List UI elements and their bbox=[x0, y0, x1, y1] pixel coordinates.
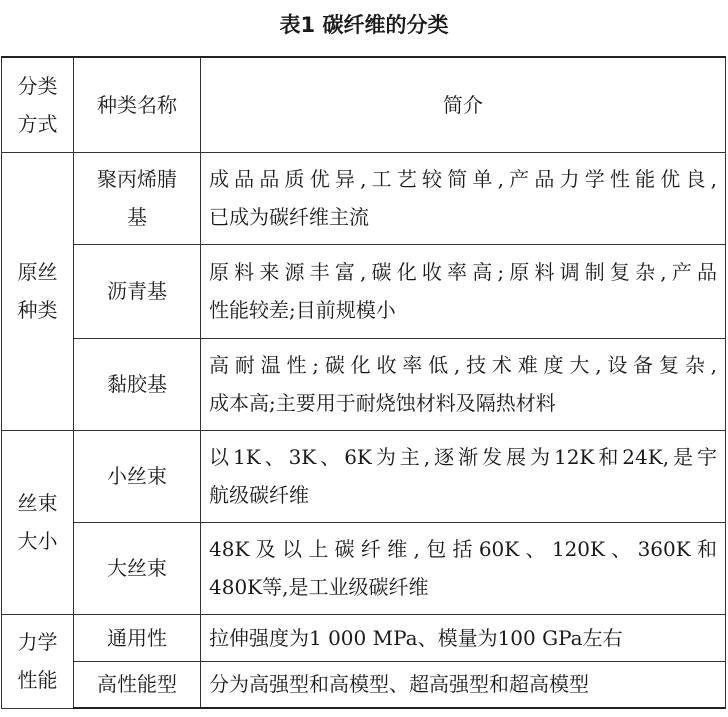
description-text: 高耐温性;碳化收率低,技术难度大,设备复杂, bbox=[209, 353, 717, 377]
description-cell bbox=[201, 338, 726, 430]
description-text: 48K及以上碳纤维,包括60K、120K、360K和 bbox=[209, 537, 717, 561]
table-row bbox=[2, 661, 726, 708]
type-cell: 大丝束 bbox=[74, 522, 201, 614]
description-cell bbox=[201, 152, 726, 244]
description-text: 成本高;主要用于耐烧蚀材料及隔热材料 bbox=[209, 391, 556, 415]
classification-table bbox=[1, 56, 726, 709]
type-label: 基 bbox=[127, 205, 147, 229]
group-cell bbox=[2, 614, 74, 708]
header-text: 分类 bbox=[17, 73, 58, 98]
header-cell-description: 简介 bbox=[201, 57, 726, 152]
group-label: 种类 bbox=[17, 298, 58, 322]
type-cell: 小丝束 bbox=[74, 430, 201, 522]
table-title: 表1 碳纤维的分类 bbox=[279, 13, 449, 37]
group-label: 性能 bbox=[17, 668, 58, 692]
table-row bbox=[2, 244, 726, 338]
table-row bbox=[2, 430, 726, 522]
description-cell bbox=[201, 244, 726, 338]
table-row bbox=[2, 152, 726, 244]
description-text: 以1K、3K、6K为主,逐渐发展为12K和24K,是宇 bbox=[209, 445, 717, 469]
description-text: 已成为碳纤维主流 bbox=[209, 205, 369, 229]
table-row bbox=[2, 338, 726, 430]
header-text: 方式 bbox=[17, 111, 58, 136]
type-label: 聚丙烯腈 bbox=[97, 167, 177, 191]
description-cell: 拉伸强度为1 000 MPa、模量为100 GPa左右 bbox=[201, 614, 726, 661]
type-cell: 通用性 bbox=[74, 614, 201, 661]
description-text: 480K等,是工业级碳纤维 bbox=[209, 575, 429, 599]
group-cell bbox=[2, 152, 74, 430]
type-cell: 沥青基 bbox=[74, 244, 201, 338]
description-text: 性能较差;目前规模小 bbox=[209, 298, 396, 322]
description-text: 原料来源丰富,碳化收率高;原料调制复杂,产品 bbox=[209, 260, 717, 284]
group-label: 力学 bbox=[17, 630, 58, 654]
description-text: 航级碳纤维 bbox=[209, 483, 309, 507]
type-cell: 黏胶基 bbox=[74, 338, 201, 430]
header-cell-type: 种类名称 bbox=[74, 57, 201, 152]
header-row bbox=[2, 57, 726, 152]
description-cell bbox=[201, 522, 726, 614]
group-cell bbox=[2, 430, 74, 614]
group-label: 原丝 bbox=[17, 260, 58, 284]
group-label: 大小 bbox=[17, 529, 58, 553]
description-cell: 分为高强型和高模型、超高强型和超高模型 bbox=[201, 661, 726, 708]
type-cell: 高性能型 bbox=[74, 661, 201, 708]
group-label: 丝束 bbox=[17, 491, 58, 515]
description-text: 成品品质优异,工艺较简单,产品力学性能优良, bbox=[209, 167, 717, 191]
table-row bbox=[2, 522, 726, 614]
header-cell-category bbox=[2, 57, 74, 152]
description-cell bbox=[201, 430, 726, 522]
type-cell bbox=[74, 152, 201, 244]
table-row bbox=[2, 614, 726, 661]
